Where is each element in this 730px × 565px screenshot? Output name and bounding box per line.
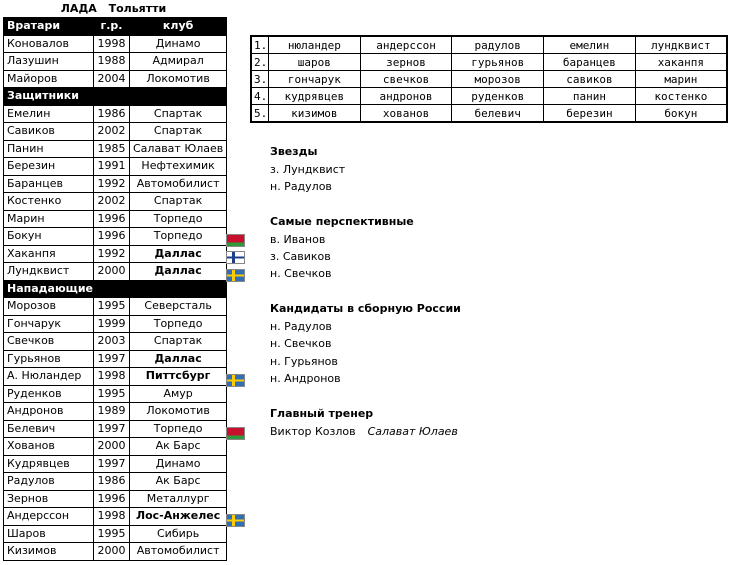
line-player: панин bbox=[544, 88, 636, 105]
birth-year: 2002 bbox=[94, 193, 130, 211]
header-cell: г.р. bbox=[94, 18, 130, 36]
line-row bbox=[251, 36, 727, 54]
header-cell: Защитники bbox=[4, 88, 227, 106]
birth-year: 1995 bbox=[94, 525, 130, 543]
club: Питтсбург bbox=[130, 368, 227, 386]
player-name: Руденков bbox=[4, 385, 94, 403]
player-name: Гурьянов bbox=[4, 350, 94, 368]
line-player: марин bbox=[635, 71, 727, 88]
player-row bbox=[4, 385, 227, 403]
player-row bbox=[4, 123, 227, 141]
birth-year: 1986 bbox=[94, 473, 130, 491]
club: Даллас bbox=[130, 245, 227, 263]
birth-year: 2003 bbox=[94, 333, 130, 351]
birth-year: 1996 bbox=[94, 228, 130, 246]
line-player: гончарук bbox=[269, 71, 361, 88]
birth-year: 1988 bbox=[94, 53, 130, 71]
line-player: бокун bbox=[635, 105, 727, 123]
player-name: Хованов bbox=[4, 438, 94, 456]
birth-year: 1991 bbox=[94, 158, 130, 176]
player-row bbox=[4, 543, 227, 561]
player-row bbox=[4, 508, 227, 526]
birth-year: 1997 bbox=[94, 420, 130, 438]
line-player: емелин bbox=[544, 36, 636, 54]
line-row bbox=[251, 71, 727, 88]
club: Салават Юлаев bbox=[130, 140, 227, 158]
line-player: руденков bbox=[452, 88, 544, 105]
birth-year: 1996 bbox=[94, 490, 130, 508]
player-name: Баранцев bbox=[4, 175, 94, 193]
player-row bbox=[4, 455, 227, 473]
player-name: Березин bbox=[4, 158, 94, 176]
player-name: Свечков bbox=[4, 333, 94, 351]
player-name: Белевич bbox=[4, 420, 94, 438]
player-row bbox=[4, 473, 227, 491]
prospect-item: н. Свечков bbox=[270, 267, 332, 280]
player-name: Лундквист bbox=[4, 263, 94, 281]
club: Динамо bbox=[130, 455, 227, 473]
belarus-flag-icon bbox=[226, 427, 245, 440]
line-number: 3. bbox=[251, 71, 269, 88]
header-cell: Нападающие bbox=[4, 280, 227, 298]
club: Спартак bbox=[130, 333, 227, 351]
club: Ак Барс bbox=[130, 438, 227, 456]
line-player: андерссон bbox=[360, 36, 452, 54]
team-title: ЛАДА Тольятти bbox=[60, 2, 167, 15]
player-row bbox=[4, 53, 227, 71]
club: Амур bbox=[130, 385, 227, 403]
player-name: Хаканпя bbox=[4, 245, 94, 263]
club: Даллас bbox=[130, 350, 227, 368]
line-player: кудрявцев bbox=[269, 88, 361, 105]
player-row bbox=[4, 403, 227, 421]
line-player: кизимов bbox=[269, 105, 361, 123]
sweden-flag-icon bbox=[226, 269, 245, 282]
club: Торпедо bbox=[130, 315, 227, 333]
prospect-item: в. Иванов bbox=[270, 233, 326, 246]
line-row bbox=[251, 88, 727, 105]
line-player: свечков bbox=[360, 71, 452, 88]
finland-flag-icon bbox=[226, 251, 245, 264]
player-name: Андронов bbox=[4, 403, 94, 421]
line-player: лундквист bbox=[635, 36, 727, 54]
player-row bbox=[4, 210, 227, 228]
player-row bbox=[4, 333, 227, 351]
sweden-flag-icon bbox=[226, 514, 245, 527]
line-number: 1. bbox=[251, 36, 269, 54]
coach-name: Виктор Козлов bbox=[270, 425, 356, 438]
club: Нефтехимик bbox=[130, 158, 227, 176]
lines-table bbox=[250, 35, 728, 123]
birth-year: 1997 bbox=[94, 455, 130, 473]
line-player: андронов bbox=[360, 88, 452, 105]
line-player: костенко bbox=[635, 88, 727, 105]
birth-year: 1986 bbox=[94, 105, 130, 123]
player-row bbox=[4, 140, 227, 158]
player-name: Панин bbox=[4, 140, 94, 158]
birth-year: 1992 bbox=[94, 175, 130, 193]
player-row bbox=[4, 420, 227, 438]
line-number: 4. bbox=[251, 88, 269, 105]
line-player: савиков bbox=[544, 71, 636, 88]
club: Адмирал bbox=[130, 53, 227, 71]
line-player: хованов bbox=[360, 105, 452, 123]
section-header bbox=[4, 88, 227, 106]
player-row bbox=[4, 175, 227, 193]
player-name: Костенко bbox=[4, 193, 94, 211]
player-name: Шаров bbox=[4, 525, 94, 543]
player-row bbox=[4, 245, 227, 263]
birth-year: 1997 bbox=[94, 350, 130, 368]
club: Торпедо bbox=[130, 228, 227, 246]
line-row bbox=[251, 105, 727, 123]
star-item: з. Лундквист bbox=[270, 163, 346, 176]
club: Ак Барс bbox=[130, 473, 227, 491]
birth-year: 2000 bbox=[94, 543, 130, 561]
sweden-flag-icon bbox=[226, 374, 245, 387]
club: Автомобилист bbox=[130, 175, 227, 193]
player-name: Емелин bbox=[4, 105, 94, 123]
birth-year: 1995 bbox=[94, 385, 130, 403]
birth-year: 1995 bbox=[94, 298, 130, 316]
player-row bbox=[4, 70, 227, 88]
stars-heading: Звезды bbox=[270, 145, 318, 158]
line-player: хаканпя bbox=[635, 54, 727, 71]
player-row bbox=[4, 228, 227, 246]
player-name: Коновалов bbox=[4, 35, 94, 53]
line-number: 5. bbox=[251, 105, 269, 123]
star-item: н. Радулов bbox=[270, 180, 332, 193]
line-player: нюландер bbox=[269, 36, 361, 54]
national-heading: Кандидаты в сборную России bbox=[270, 302, 461, 315]
national-item: н. Свечков bbox=[270, 337, 332, 350]
birth-year: 1985 bbox=[94, 140, 130, 158]
player-name: Андерссон bbox=[4, 508, 94, 526]
player-name: Радулов bbox=[4, 473, 94, 491]
player-row bbox=[4, 438, 227, 456]
line-player: белевич bbox=[452, 105, 544, 123]
player-row bbox=[4, 490, 227, 508]
player-name: Лазушин bbox=[4, 53, 94, 71]
birth-year: 1992 bbox=[94, 245, 130, 263]
section-header bbox=[4, 18, 227, 36]
player-name: Зернов bbox=[4, 490, 94, 508]
roster-table bbox=[3, 17, 227, 561]
player-row bbox=[4, 298, 227, 316]
coach-line bbox=[270, 425, 458, 438]
line-row bbox=[251, 54, 727, 71]
club: Локомотив bbox=[130, 403, 227, 421]
prospects-heading: Самые перспективные bbox=[270, 215, 414, 228]
birth-year: 1998 bbox=[94, 508, 130, 526]
player-name: Гончарук bbox=[4, 315, 94, 333]
player-name: Марин bbox=[4, 210, 94, 228]
club: Динамо bbox=[130, 35, 227, 53]
line-number: 2. bbox=[251, 54, 269, 71]
player-name: Савиков bbox=[4, 123, 94, 141]
club: Спартак bbox=[130, 193, 227, 211]
player-row bbox=[4, 350, 227, 368]
national-item: н. Радулов bbox=[270, 320, 332, 333]
club: Спартак bbox=[130, 105, 227, 123]
player-name: Бокун bbox=[4, 228, 94, 246]
player-row bbox=[4, 158, 227, 176]
club: Локомотив bbox=[130, 70, 227, 88]
club: Лос-Анжелес bbox=[130, 508, 227, 526]
birth-year: 1998 bbox=[94, 368, 130, 386]
club: Металлург bbox=[130, 490, 227, 508]
line-player: гурьянов bbox=[452, 54, 544, 71]
birth-year: 2002 bbox=[94, 123, 130, 141]
club: Северсталь bbox=[130, 298, 227, 316]
player-row bbox=[4, 105, 227, 123]
player-row bbox=[4, 525, 227, 543]
birth-year: 2004 bbox=[94, 70, 130, 88]
coach-heading: Главный тренер bbox=[270, 407, 374, 420]
prospect-item: з. Савиков bbox=[270, 250, 331, 263]
player-row bbox=[4, 368, 227, 386]
player-row bbox=[4, 35, 227, 53]
club: Торпедо bbox=[130, 210, 227, 228]
line-player: шаров bbox=[269, 54, 361, 71]
player-name: Кудрявцев bbox=[4, 455, 94, 473]
national-item: н. Андронов bbox=[270, 372, 341, 385]
line-player: морозов bbox=[452, 71, 544, 88]
national-item: н. Гурьянов bbox=[270, 355, 338, 368]
section-header bbox=[4, 280, 227, 298]
line-player: зернов bbox=[360, 54, 452, 71]
club: Автомобилист bbox=[130, 543, 227, 561]
player-name: А. Нюландер bbox=[4, 368, 94, 386]
player-name: Морозов bbox=[4, 298, 94, 316]
line-player: баранцев bbox=[544, 54, 636, 71]
birth-year: 1996 bbox=[94, 210, 130, 228]
birth-year: 1989 bbox=[94, 403, 130, 421]
player-row bbox=[4, 193, 227, 211]
birth-year: 2000 bbox=[94, 438, 130, 456]
belarus-flag-icon bbox=[226, 234, 245, 247]
birth-year: 1999 bbox=[94, 315, 130, 333]
player-row bbox=[4, 263, 227, 281]
club: Сибирь bbox=[130, 525, 227, 543]
club: Спартак bbox=[130, 123, 227, 141]
player-name: Майоров bbox=[4, 70, 94, 88]
line-player: радулов bbox=[452, 36, 544, 54]
header-cell: Вратари bbox=[4, 18, 94, 36]
club: Торпедо bbox=[130, 420, 227, 438]
player-row bbox=[4, 315, 227, 333]
birth-year: 2000 bbox=[94, 263, 130, 281]
club: Даллас bbox=[130, 263, 227, 281]
coach-club: Салават Юлаев bbox=[367, 425, 458, 438]
header-cell: клуб bbox=[130, 18, 227, 36]
line-player: березин bbox=[544, 105, 636, 123]
birth-year: 1998 bbox=[94, 35, 130, 53]
player-name: Кизимов bbox=[4, 543, 94, 561]
